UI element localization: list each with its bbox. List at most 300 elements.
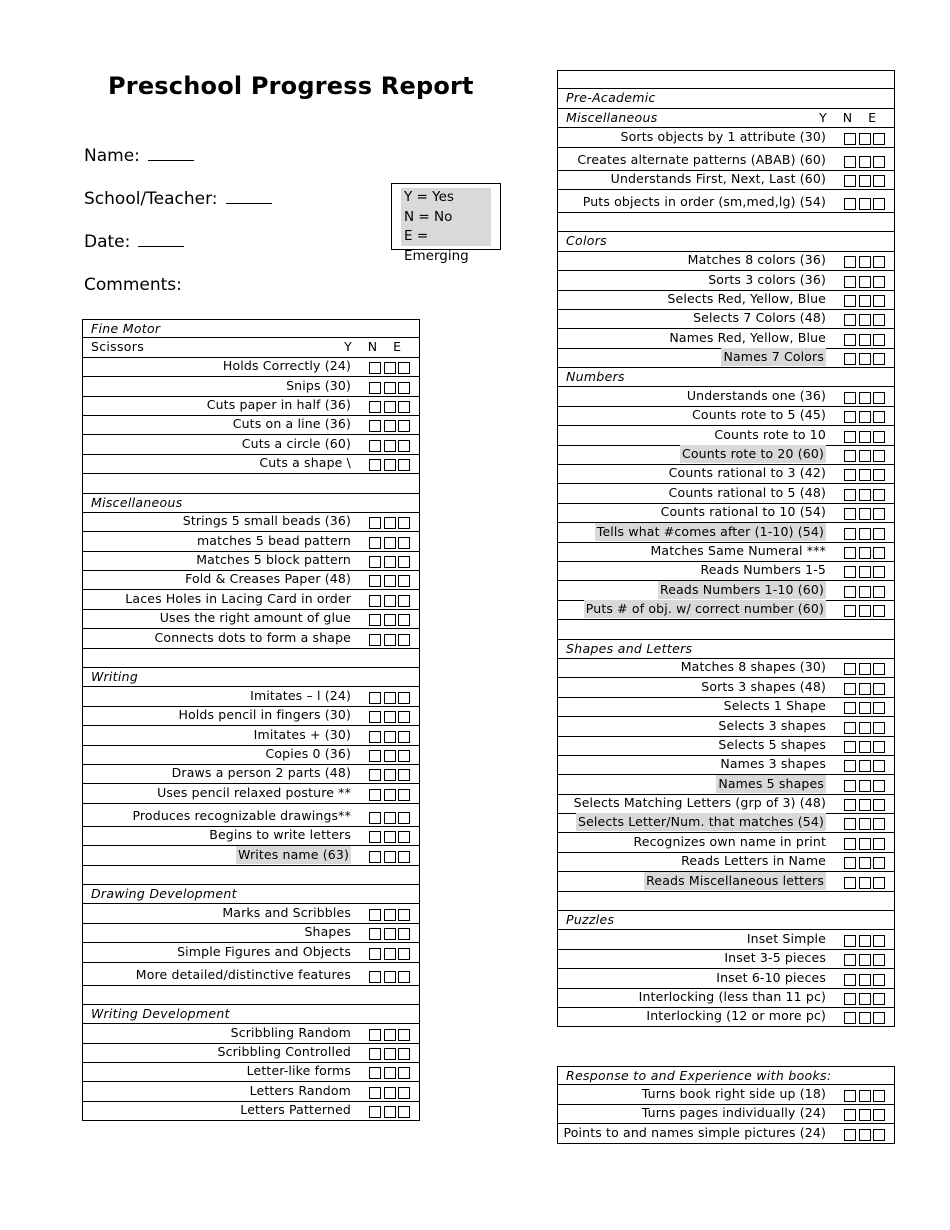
checkbox-e[interactable] xyxy=(398,1087,410,1099)
date-blank[interactable] xyxy=(138,246,184,247)
checkbox-n[interactable] xyxy=(859,334,871,346)
checklist-row xyxy=(557,581,895,600)
checkbox-n[interactable] xyxy=(859,392,871,404)
checkbox-e[interactable] xyxy=(873,760,885,772)
checkbox-e[interactable] xyxy=(873,508,885,520)
item-label: Simple Figures and Objects xyxy=(177,943,351,959)
checkbox-y[interactable] xyxy=(844,528,856,540)
checkbox-e[interactable] xyxy=(398,382,410,394)
item-label: Reads Letters in Name xyxy=(681,853,826,869)
yne-checkboxes xyxy=(367,634,411,646)
checkbox-y[interactable] xyxy=(844,314,856,326)
checkbox-y[interactable] xyxy=(369,634,381,646)
yne-checkboxes xyxy=(367,1048,411,1060)
checkbox-y[interactable] xyxy=(369,769,381,781)
spacer-row xyxy=(557,620,895,639)
item-label: Begins to write letters xyxy=(209,827,351,843)
checkbox-e[interactable] xyxy=(398,731,410,743)
checkbox-n[interactable] xyxy=(859,450,871,462)
checkbox-e[interactable] xyxy=(398,1067,410,1079)
checkbox-y[interactable] xyxy=(369,420,381,432)
checklist-row xyxy=(557,601,895,620)
left-checklist xyxy=(82,319,420,1121)
checklist-row xyxy=(82,513,420,532)
checklist-row xyxy=(557,349,895,368)
checkbox-e[interactable] xyxy=(398,556,410,568)
checkbox-n[interactable] xyxy=(859,489,871,501)
checkbox-e[interactable] xyxy=(873,974,885,986)
checkbox-y[interactable] xyxy=(369,459,381,471)
yne-checkboxes xyxy=(842,508,886,520)
checkbox-y[interactable] xyxy=(369,362,381,374)
item-label: Letters Patterned xyxy=(240,1102,351,1118)
checkbox-n[interactable] xyxy=(859,702,871,714)
checkbox-e[interactable] xyxy=(398,789,410,801)
checkbox-y[interactable] xyxy=(844,392,856,404)
checkbox-e[interactable] xyxy=(873,276,885,288)
yne-checkboxes xyxy=(842,683,886,695)
checkbox-n[interactable] xyxy=(384,1029,396,1041)
yne-checkboxes xyxy=(842,156,886,168)
checkbox-e[interactable] xyxy=(398,909,410,921)
school-teacher-blank[interactable] xyxy=(226,203,272,204)
checkbox-y[interactable] xyxy=(369,556,381,568)
checkbox-e[interactable] xyxy=(873,702,885,714)
checkbox-e[interactable] xyxy=(873,741,885,753)
checkbox-e[interactable] xyxy=(398,971,410,983)
checkbox-e[interactable] xyxy=(873,1109,885,1121)
checkbox-y[interactable] xyxy=(369,711,381,723)
checkbox-y[interactable] xyxy=(369,537,381,549)
checkbox-y[interactable] xyxy=(369,382,381,394)
checkbox-y[interactable] xyxy=(844,469,856,481)
checkbox-y[interactable] xyxy=(844,974,856,986)
checkbox-n[interactable] xyxy=(384,420,396,432)
checkbox-y[interactable] xyxy=(844,450,856,462)
checkbox-e[interactable] xyxy=(873,1129,885,1141)
subsection-scissors xyxy=(82,338,420,357)
checkbox-n[interactable] xyxy=(859,974,871,986)
checkbox-e[interactable] xyxy=(873,450,885,462)
checkbox-n[interactable] xyxy=(384,595,396,607)
checklist-row xyxy=(557,698,895,717)
checkbox-y[interactable] xyxy=(844,838,856,850)
item-label: Selects Red, Yellow, Blue xyxy=(667,290,826,306)
checkbox-n[interactable] xyxy=(859,818,871,830)
item-label: Recognizes own name in print xyxy=(633,833,826,849)
section-heading-writing xyxy=(82,668,420,687)
checklist-row xyxy=(557,387,895,406)
checklist-row xyxy=(82,765,420,784)
checkbox-n[interactable] xyxy=(859,722,871,734)
yne-checkboxes xyxy=(367,362,411,374)
checkbox-e[interactable] xyxy=(873,431,885,443)
checkbox-y[interactable] xyxy=(369,789,381,801)
checkbox-y[interactable] xyxy=(844,722,856,734)
checkbox-e[interactable] xyxy=(398,1106,410,1118)
checkbox-e[interactable] xyxy=(398,634,410,646)
checkbox-n[interactable] xyxy=(384,692,396,704)
checkbox-n[interactable] xyxy=(384,556,396,568)
name-field[interactable] xyxy=(84,146,194,166)
checkbox-n[interactable] xyxy=(384,1087,396,1099)
checkbox-e[interactable] xyxy=(873,156,885,168)
checkbox-y[interactable] xyxy=(369,517,381,529)
yne-checkboxes xyxy=(842,586,886,598)
checkbox-e[interactable] xyxy=(398,459,410,471)
checklist-row xyxy=(82,1044,420,1063)
item-label: Inset 6-10 pieces xyxy=(716,969,826,985)
checkbox-y[interactable] xyxy=(844,256,856,268)
checkbox-n[interactable] xyxy=(859,799,871,811)
checkbox-n[interactable] xyxy=(384,851,396,863)
checkbox-n[interactable] xyxy=(859,838,871,850)
checkbox-n[interactable] xyxy=(384,812,396,824)
checkbox-y[interactable] xyxy=(844,1129,856,1141)
checkbox-e[interactable] xyxy=(873,392,885,404)
checkbox-e[interactable] xyxy=(398,537,410,549)
checkbox-y[interactable] xyxy=(844,295,856,307)
checkbox-e[interactable] xyxy=(873,954,885,966)
checkbox-e[interactable] xyxy=(873,935,885,947)
checkbox-y[interactable] xyxy=(844,353,856,365)
checkbox-n[interactable] xyxy=(384,769,396,781)
checkbox-n[interactable] xyxy=(859,133,871,145)
checkbox-n[interactable] xyxy=(384,909,396,921)
checkbox-y[interactable] xyxy=(369,614,381,626)
checkbox-e[interactable] xyxy=(873,547,885,559)
item-label: Turns book right side up (18) xyxy=(641,1085,826,1101)
checkbox-n[interactable] xyxy=(384,401,396,413)
checkbox-e[interactable] xyxy=(398,1048,410,1060)
yne-checkboxes xyxy=(367,420,411,432)
checkbox-y[interactable] xyxy=(844,935,856,947)
checkbox-n[interactable] xyxy=(384,382,396,394)
checklist-row xyxy=(557,717,895,736)
checkbox-e[interactable] xyxy=(873,722,885,734)
item-label: Fold & Creases Paper (48) xyxy=(185,571,351,587)
checkbox-e[interactable] xyxy=(873,353,885,365)
checkbox-n[interactable] xyxy=(859,877,871,889)
checkbox-n[interactable] xyxy=(859,469,871,481)
checkbox-n[interactable] xyxy=(859,1012,871,1024)
item-label: Selects Letter/Num. that matches (54) xyxy=(578,814,824,830)
checklist-row xyxy=(557,310,895,329)
checkbox-e[interactable] xyxy=(398,812,410,824)
checkbox-n[interactable] xyxy=(859,353,871,365)
checkbox-n[interactable] xyxy=(859,954,871,966)
checklist-row xyxy=(557,504,895,523)
checkbox-n[interactable] xyxy=(384,1048,396,1060)
checkbox-y[interactable] xyxy=(369,750,381,762)
checkbox-n[interactable] xyxy=(384,948,396,960)
yne-checkboxes xyxy=(367,459,411,471)
checkbox-y[interactable] xyxy=(369,731,381,743)
checkbox-y[interactable] xyxy=(844,857,856,869)
checkbox-e[interactable] xyxy=(873,780,885,792)
item-label: Understands First, Next, Last (60) xyxy=(610,170,826,186)
checkbox-y[interactable] xyxy=(369,851,381,863)
checkbox-y[interactable] xyxy=(844,780,856,792)
checkbox-n[interactable] xyxy=(859,431,871,443)
checkbox-n[interactable] xyxy=(384,711,396,723)
checkbox-y[interactable] xyxy=(844,605,856,617)
checkbox-y[interactable] xyxy=(844,877,856,889)
checkbox-e[interactable] xyxy=(873,818,885,830)
checkbox-e[interactable] xyxy=(873,256,885,268)
checkbox-n[interactable] xyxy=(859,663,871,675)
checkbox-n[interactable] xyxy=(859,1129,871,1141)
school-teacher-field[interactable] xyxy=(84,189,272,209)
checkbox-n[interactable] xyxy=(859,198,871,210)
checkbox-n[interactable] xyxy=(384,1106,396,1118)
yne-checkboxes xyxy=(367,440,411,452)
item-label: Connects dots to form a shape xyxy=(154,629,351,645)
checkbox-e[interactable] xyxy=(398,575,410,587)
checkbox-n[interactable] xyxy=(384,517,396,529)
checkbox-n[interactable] xyxy=(384,459,396,471)
checkbox-e[interactable] xyxy=(398,362,410,374)
yne-checkboxes xyxy=(842,993,886,1005)
checkbox-n[interactable] xyxy=(384,971,396,983)
checkbox-n[interactable] xyxy=(384,831,396,843)
section-title: Puzzles xyxy=(566,912,615,928)
spacer-row xyxy=(82,866,420,885)
checkbox-y[interactable] xyxy=(369,692,381,704)
checkbox-e[interactable] xyxy=(873,838,885,850)
checkbox-y[interactable] xyxy=(844,156,856,168)
checkbox-e[interactable] xyxy=(398,928,410,940)
checkbox-e[interactable] xyxy=(398,1029,410,1041)
checkbox-n[interactable] xyxy=(384,537,396,549)
checkbox-y[interactable] xyxy=(369,1048,381,1060)
checkbox-n[interactable] xyxy=(859,314,871,326)
checkbox-y[interactable] xyxy=(844,760,856,772)
yne-checkboxes xyxy=(367,812,411,824)
checkbox-y[interactable] xyxy=(844,954,856,966)
checkbox-n[interactable] xyxy=(859,156,871,168)
checkbox-e[interactable] xyxy=(398,769,410,781)
checkbox-y[interactable] xyxy=(369,1087,381,1099)
yne-checkboxes xyxy=(842,974,886,986)
yne-checkboxes xyxy=(842,469,886,481)
checkbox-y[interactable] xyxy=(844,175,856,187)
checkbox-y[interactable] xyxy=(369,971,381,983)
checkbox-n[interactable] xyxy=(859,605,871,617)
checkbox-n[interactable] xyxy=(859,1090,871,1102)
checkbox-n[interactable] xyxy=(859,566,871,578)
checkbox-e[interactable] xyxy=(873,469,885,481)
checkbox-y[interactable] xyxy=(844,683,856,695)
checkbox-n[interactable] xyxy=(859,780,871,792)
checkbox-y[interactable] xyxy=(844,586,856,598)
checkbox-y[interactable] xyxy=(844,1090,856,1102)
yne-checkboxes xyxy=(842,133,886,145)
checkbox-n[interactable] xyxy=(384,1067,396,1079)
checkbox-n[interactable] xyxy=(859,276,871,288)
checkbox-e[interactable] xyxy=(873,566,885,578)
checkbox-e[interactable] xyxy=(873,528,885,540)
checkbox-y[interactable] xyxy=(369,1029,381,1041)
checkbox-e[interactable] xyxy=(873,411,885,423)
checkbox-y[interactable] xyxy=(369,1067,381,1079)
item-label: Inset 3-5 pieces xyxy=(724,950,826,966)
checkbox-y[interactable] xyxy=(844,818,856,830)
item-label: Counts rote to 20 (60) xyxy=(681,446,824,462)
checklist-row xyxy=(557,872,895,891)
yne-checkboxes xyxy=(367,831,411,843)
checkbox-e[interactable] xyxy=(873,605,885,617)
yne-checkboxes xyxy=(842,780,886,792)
checkbox-e[interactable] xyxy=(873,1090,885,1102)
checkbox-y[interactable] xyxy=(844,276,856,288)
checkbox-e[interactable] xyxy=(873,663,885,675)
item-label: Selects 1 Shape xyxy=(723,698,826,714)
item-label: Tells what #comes after (1-10) (54) xyxy=(596,523,824,539)
checkbox-e[interactable] xyxy=(873,334,885,346)
checkbox-n[interactable] xyxy=(859,683,871,695)
name-blank[interactable] xyxy=(148,160,194,161)
checklist-row xyxy=(557,756,895,775)
checkbox-n[interactable] xyxy=(859,508,871,520)
checkbox-n[interactable] xyxy=(384,789,396,801)
checkbox-e[interactable] xyxy=(398,851,410,863)
checkbox-e[interactable] xyxy=(873,877,885,889)
yne-checkboxes xyxy=(842,954,886,966)
checkbox-y[interactable] xyxy=(844,547,856,559)
checkbox-n[interactable] xyxy=(859,1109,871,1121)
checkbox-y[interactable] xyxy=(844,431,856,443)
checkbox-n[interactable] xyxy=(859,993,871,1005)
checkbox-n[interactable] xyxy=(859,547,871,559)
checkbox-n[interactable] xyxy=(384,928,396,940)
checklist-row xyxy=(557,446,895,465)
checkbox-n[interactable] xyxy=(384,362,396,374)
checkbox-n[interactable] xyxy=(859,857,871,869)
section-heading-writing-development xyxy=(82,1005,420,1024)
checkbox-y[interactable] xyxy=(369,948,381,960)
checkbox-y[interactable] xyxy=(844,334,856,346)
checkbox-e[interactable] xyxy=(873,133,885,145)
checkbox-y[interactable] xyxy=(369,909,381,921)
checkbox-y[interactable] xyxy=(844,133,856,145)
checkbox-y[interactable] xyxy=(369,812,381,824)
checkbox-y[interactable] xyxy=(369,575,381,587)
checkbox-y[interactable] xyxy=(369,401,381,413)
checkbox-y[interactable] xyxy=(844,198,856,210)
checkbox-e[interactable] xyxy=(873,175,885,187)
checkbox-y[interactable] xyxy=(844,411,856,423)
checkbox-e[interactable] xyxy=(398,595,410,607)
checkbox-n[interactable] xyxy=(384,614,396,626)
checkbox-e[interactable] xyxy=(873,993,885,1005)
checkbox-e[interactable] xyxy=(873,295,885,307)
checkbox-e[interactable] xyxy=(398,711,410,723)
checkbox-e[interactable] xyxy=(398,948,410,960)
checkbox-e[interactable] xyxy=(873,799,885,811)
checkbox-y[interactable] xyxy=(844,741,856,753)
checkbox-y[interactable] xyxy=(844,1012,856,1024)
checkbox-y[interactable] xyxy=(844,1109,856,1121)
yne-header: Y N E xyxy=(344,339,407,355)
checkbox-e[interactable] xyxy=(873,198,885,210)
checkbox-n[interactable] xyxy=(384,634,396,646)
item-label: Letter-like forms xyxy=(246,1063,351,1079)
checkbox-y[interactable] xyxy=(369,595,381,607)
item-label: Names 5 shapes xyxy=(718,775,824,791)
checkbox-y[interactable] xyxy=(844,566,856,578)
item-label: Copies 0 (36) xyxy=(265,745,351,761)
item-label: Puts # of obj. w/ correct number (60) xyxy=(585,601,824,617)
checkbox-e[interactable] xyxy=(873,586,885,598)
checkbox-n[interactable] xyxy=(859,741,871,753)
checkbox-y[interactable] xyxy=(369,831,381,843)
checkbox-e[interactable] xyxy=(398,831,410,843)
checkbox-e[interactable] xyxy=(398,614,410,626)
checkbox-y[interactable] xyxy=(369,1106,381,1118)
date-field[interactable] xyxy=(84,232,184,252)
checkbox-y[interactable] xyxy=(844,702,856,714)
checkbox-n[interactable] xyxy=(859,295,871,307)
checkbox-e[interactable] xyxy=(398,750,410,762)
checkbox-n[interactable] xyxy=(384,731,396,743)
yne-checkboxes xyxy=(367,692,411,704)
item-label: Creates alternate patterns (ABAB) (60) xyxy=(577,151,826,167)
checkbox-n[interactable] xyxy=(859,586,871,598)
checklist-row xyxy=(82,1024,420,1043)
checkbox-n[interactable] xyxy=(859,256,871,268)
checkbox-n[interactable] xyxy=(859,175,871,187)
checkbox-y[interactable] xyxy=(369,440,381,452)
checkbox-e[interactable] xyxy=(398,692,410,704)
item-label: Shapes xyxy=(304,924,351,940)
checkbox-n[interactable] xyxy=(859,411,871,423)
checkbox-e[interactable] xyxy=(398,440,410,452)
checklist-row xyxy=(82,629,420,648)
checkbox-y[interactable] xyxy=(844,993,856,1005)
checkbox-n[interactable] xyxy=(384,750,396,762)
checkbox-n[interactable] xyxy=(859,760,871,772)
checkbox-n[interactable] xyxy=(384,575,396,587)
checkbox-y[interactable] xyxy=(369,928,381,940)
checkbox-e[interactable] xyxy=(398,517,410,529)
checkbox-e[interactable] xyxy=(873,489,885,501)
section-heading-pre-academic xyxy=(557,89,895,108)
checkbox-e[interactable] xyxy=(873,857,885,869)
checkbox-e[interactable] xyxy=(873,1012,885,1024)
books-checklist xyxy=(557,1066,895,1144)
item-label: Strings 5 small beads (36) xyxy=(182,513,351,529)
yne-checkboxes xyxy=(367,789,411,801)
checkbox-n[interactable] xyxy=(859,528,871,540)
yne-checkboxes xyxy=(842,605,886,617)
checkbox-y[interactable] xyxy=(844,799,856,811)
date-label: Date: xyxy=(84,232,131,252)
yne-checkboxes xyxy=(842,1109,886,1121)
checkbox-e[interactable] xyxy=(873,314,885,326)
checkbox-e[interactable] xyxy=(398,401,410,413)
checkbox-n[interactable] xyxy=(384,440,396,452)
checklist-row xyxy=(82,804,420,827)
checkbox-e[interactable] xyxy=(873,683,885,695)
checkbox-n[interactable] xyxy=(859,935,871,947)
checkbox-e[interactable] xyxy=(398,420,410,432)
section-heading-fine-motor xyxy=(82,319,420,338)
checkbox-y[interactable] xyxy=(844,508,856,520)
item-label: Snips (30) xyxy=(286,377,351,393)
checkbox-y[interactable] xyxy=(844,489,856,501)
checkbox-y[interactable] xyxy=(844,663,856,675)
